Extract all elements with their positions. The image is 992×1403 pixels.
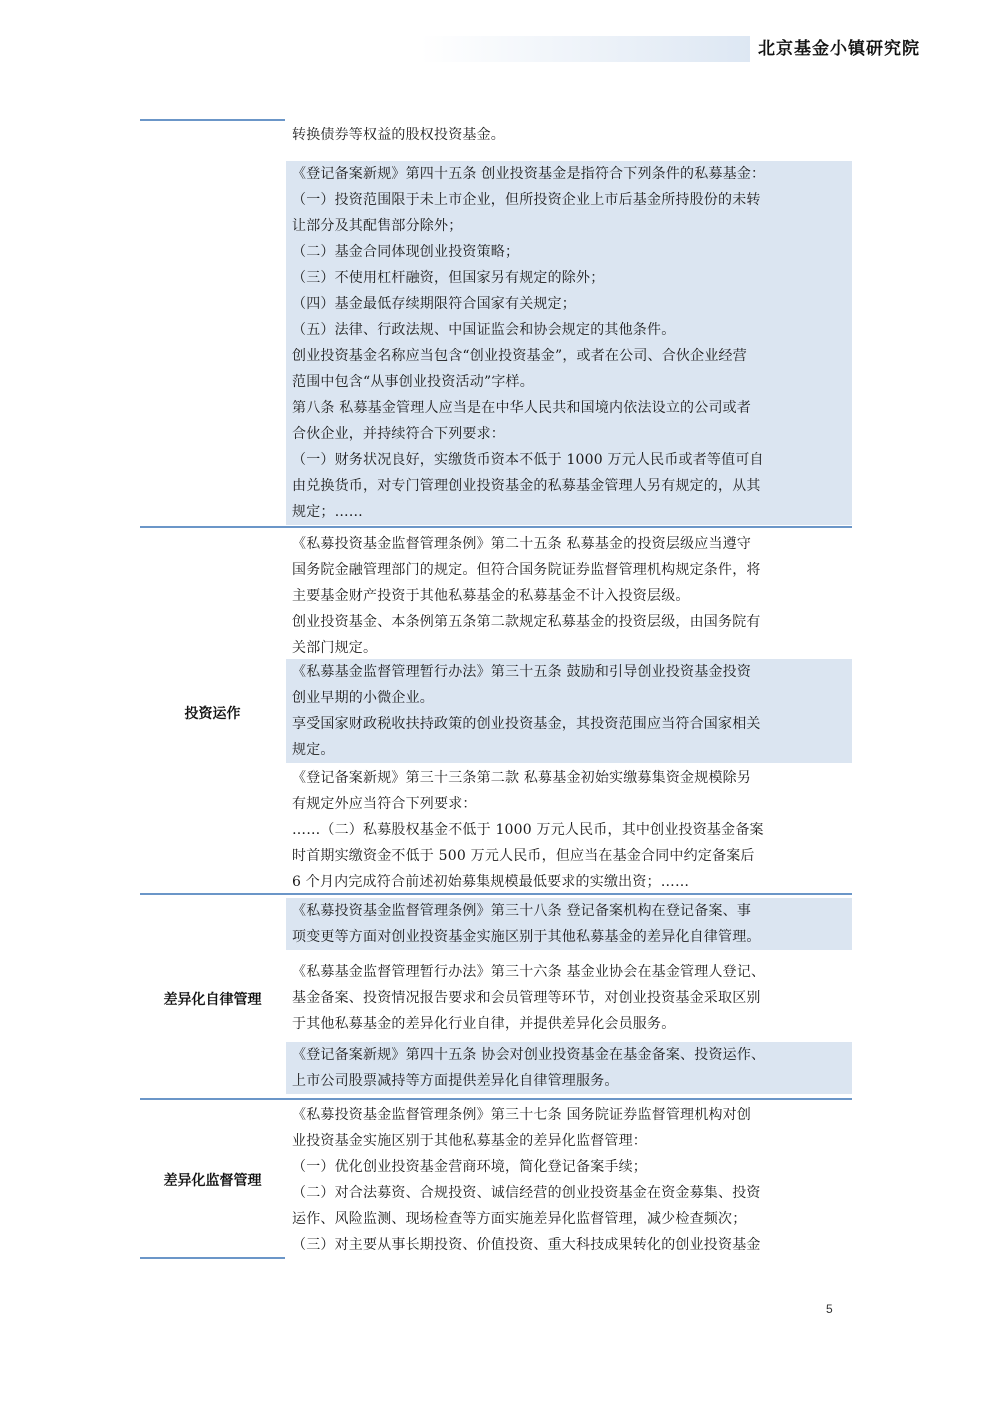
text-line: （二）对合法募资、合规投资、诚信经营的创业投资基金在资金募集、投资	[292, 1185, 761, 1201]
text-line: 《登记备案新规》第三十三条第二款 私募基金初始实缴募集资金规模除另	[292, 770, 752, 786]
provision-block	[286, 765, 852, 895]
provision-block	[286, 659, 852, 763]
text-line: 项变更等方面对创业投资基金实施区别于其他私募基金的差异化自律管理。	[292, 929, 761, 945]
text-line: （四）基金最低存续期限符合国家有关规定；	[292, 296, 576, 312]
text-line: 范围中包含“从事创业投资活动”字样。	[292, 374, 534, 390]
provision-block	[286, 898, 852, 950]
text-line: 规定。	[292, 742, 335, 758]
divider-rule	[140, 119, 285, 121]
divider-rule	[140, 1098, 852, 1100]
text-line: 于其他私募基金的差异化行业自律，并提供差异化会员服务。	[292, 1016, 676, 1032]
provision-block	[286, 161, 852, 525]
text-line: （一）优化创业投资基金营商环境，简化登记备案手续；	[292, 1159, 647, 1175]
text-line: 转换债券等权益的股权投资基金。	[292, 127, 505, 143]
divider-rule	[140, 1257, 285, 1259]
text-line: 《登记备案新规》第四十五条 协会对创业投资基金在基金备案、投资运作、	[292, 1047, 766, 1063]
text-line: 创业早期的小微企业。	[292, 690, 434, 706]
provision-block	[286, 531, 852, 661]
text-line: 有规定外应当符合下列要求：	[292, 796, 477, 812]
text-line: （一）投资范围限于未上市企业，但所投资企业上市后基金所持股份的未转	[292, 192, 761, 208]
divider-rule	[140, 526, 852, 528]
text-line: 《私募投资基金监督管理条例》第三十八条 登记备案机构在登记备案、事	[292, 903, 752, 919]
text-line: （二）基金合同体现创业投资策略；	[292, 244, 520, 260]
text-line: 关部门规定。	[292, 640, 378, 656]
text-line: （五）法律、行政法规、中国证监会和协会规定的其他条件。	[292, 322, 676, 338]
provision-block	[286, 959, 852, 1037]
section-label-investment-operation: 投资运作	[184, 706, 241, 722]
text-line: 国务院金融管理部门的规定。但符合国务院证券监督管理机构规定条件，将	[292, 562, 761, 578]
text-line: 《登记备案新规》第四十五条 创业投资基金是指符合下列条件的私募基金：	[292, 166, 766, 182]
text-line: 《私募基金监督管理暂行办法》第三十五条 鼓励和引导创业投资基金投资	[292, 664, 752, 680]
section-label-supervision: 差异化监督管理	[163, 1173, 262, 1189]
text-line: ……（二）私募股权基金不低于 1000 万元人民币，其中创业投资基金备案	[292, 822, 764, 838]
text-line: （三）对主要从事长期投资、价值投资、重大科技成果转化的创业投资基金	[292, 1237, 761, 1253]
text-line: 规定；……	[292, 504, 363, 520]
text-line: 基金备案、投资情况报告要求和会员管理等环节，对创业投资基金采取区别	[292, 990, 761, 1006]
header-title: 北京基金小镇研究院	[758, 39, 920, 59]
text-line: 《私募投资基金监督管理条例》第二十五条 私募基金的投资层级应当遵守	[292, 536, 752, 552]
text-line: （一）财务状况良好，实缴货币资本不低于 1000 万元人民币或者等值可自	[292, 452, 764, 468]
text-line: 第八条 私募基金管理人应当是在中华人民共和国境内依法设立的公司或者	[292, 400, 752, 416]
text-line: 享受国家财政税收扶持政策的创业投资基金，其投资范围应当符合国家相关	[292, 716, 761, 732]
text-line: 《私募投资基金监督管理条例》第三十七条 国务院证券监督管理机构对创	[292, 1107, 752, 1123]
text-line: 时首期实缴资金不低于 500 万元人民币，但应当在基金合同中约定备案后	[292, 848, 755, 864]
page-number: 5	[826, 1302, 833, 1316]
header-band	[420, 36, 750, 62]
text-line: 运作、风险监测、现场检查等方面实施差异化监督管理，减少检查频次；	[292, 1211, 747, 1227]
text-line: 创业投资基金、本条例第五条第二款规定私募基金的投资层级，由国务院有	[292, 614, 761, 630]
text-line: 上市公司股票减持等方面提供差异化自律管理服务。	[292, 1073, 619, 1089]
text-line: 6 个月内完成符合前述初始募集规模最低要求的实缴出资；……	[292, 874, 690, 890]
text-line: （三）不使用杠杆融资，但国家另有规定的除外；	[292, 270, 605, 286]
text-line: 创业投资基金名称应当包含“创业投资基金”，或者在公司、合伙企业经营	[292, 348, 747, 364]
provision-block	[286, 1102, 852, 1258]
text-line: 由兑换货币，对专门管理创业投资基金的私募基金管理人另有规定的，从其	[292, 478, 761, 494]
section-label-self-regulation: 差异化自律管理	[163, 992, 262, 1008]
text-line: 业投资基金实施区别于其他私募基金的差异化监督管理：	[292, 1133, 647, 1149]
continuation-text	[286, 122, 852, 148]
provision-block	[286, 1042, 852, 1094]
text-line: 《私募基金监督管理暂行办法》第三十六条 基金业协会在基金管理人登记、	[292, 964, 766, 980]
text-line: 让部分及其配售部分除外；	[292, 218, 463, 234]
text-line: 合伙企业，并持续符合下列要求：	[292, 426, 505, 442]
text-line: 主要基金财产投资于其他私募基金的私募基金不计入投资层级。	[292, 588, 690, 604]
